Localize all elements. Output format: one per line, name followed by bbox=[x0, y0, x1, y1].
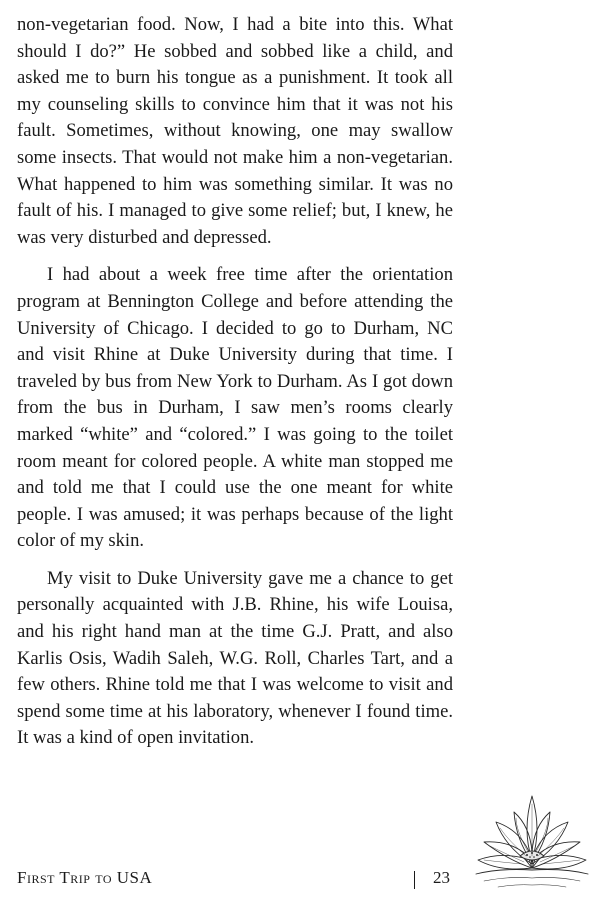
paragraph-durham-trip: I had about a week free time after the orientation program at Bennington College and before attending the University of Chicago. I decided to go to Durham, NC and visit Rhine at Duke University during that time. I traveled by bus from New York to Durham. As I got down from the bus in Durham, I saw men’s rooms clearly marked “white” and “colored.” I was going to the toilet room meant for colored people. A white man stopped me and told me that I could use the one meant for white people. I was amused; it was perhaps because of the light color of my skin. bbox=[17, 264, 453, 552]
page-number: 23 bbox=[433, 868, 450, 887]
paragraph-duke-visit: My visit to Duke University gave me a chance to get personally acquainted with J.B. Rhine, his wife Louisa, and his right hand man at the time G.J. Pratt, and also Karlis Osis, Wadih Saleh, W.G. Roll, Charles Tart, and a few others. Rhine told me that I was welcome to visit and spend some time at his laboratory, whenever I found time. It was a kind of open invitation. bbox=[17, 567, 453, 749]
body-text bbox=[17, 12, 453, 752]
running-head: First Trip to USA bbox=[17, 868, 153, 887]
lotus-flower-icon bbox=[470, 790, 594, 890]
paragraph-continued: non-vegetarian food. Now, I had a bite into this. What should I do?” He sobbed and sobbed like a child, and asked me to burn his tongue as a punishment. It took all my counseling skills to convince him that it was not his fault. Sometimes, without knowing, one may swallow some insects. That would not make him a non-vegetarian. What happened to him was something similar. It was no fault of his. I managed to give some relief; but, I knew, he was very disturbed and depressed. bbox=[17, 14, 453, 248]
page-footer bbox=[17, 868, 457, 894]
footer-divider bbox=[414, 871, 415, 889]
